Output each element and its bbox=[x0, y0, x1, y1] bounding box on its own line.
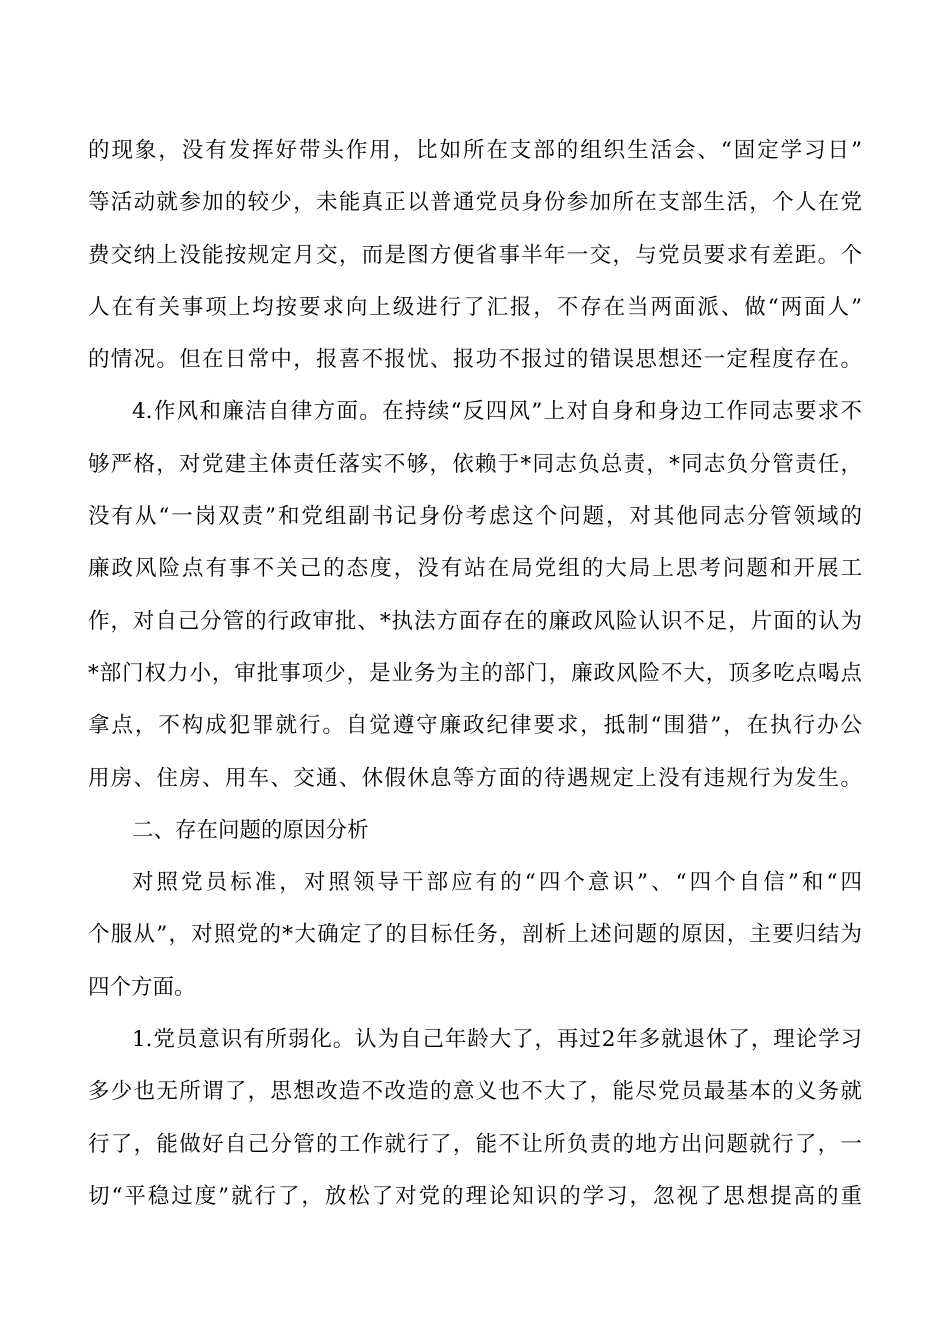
text-line: 1.党员意识有所弱化。认为自己年龄大了，再过2年多就退休了，理论学习 bbox=[132, 1027, 862, 1053]
text-line: 四个方面。 bbox=[88, 974, 196, 1000]
text-line: 等活动就参加的较少，未能真正以普通党员身份参加所在支部生活，个人在党 bbox=[88, 190, 862, 216]
text-line: 的情况。但在日常中，报喜不报忧、报功不报过的错误思想还一定程度存在。 bbox=[88, 347, 862, 373]
text-line: 个服从”，对照党的*大确定了的目标任务，剖析上述问题的原因，主要归结为 bbox=[88, 922, 862, 948]
text-line: 的现象，没有发挥好带头作用，比如所在支部的组织生活会、“固定学习日” bbox=[88, 138, 862, 163]
document-body bbox=[88, 125, 862, 1223]
text-line: 作，对自己分管的行政审批、*执法方面存在的廉政风险认识不足，片面的认为 bbox=[88, 608, 862, 634]
text-line: 够严格，对党建主体责任落实不够，依赖于*同志负总责，*同志负分管责任， bbox=[88, 451, 862, 477]
text-line: 拿点，不构成犯罪就行。自觉遵守廉政纪律要求，抵制“围猎”，在执行办公 bbox=[88, 713, 862, 739]
text-line: *部门权力小，审批事项少，是业务为主的部门，廉政风险不大，顶多吃点喝点 bbox=[88, 660, 862, 686]
text-line: 没有从“一岗双责”和党组副书记身份考虑这个问题，对其他同志分管领域的 bbox=[88, 504, 862, 530]
text-line: 二、存在问题的原因分析 bbox=[132, 817, 369, 843]
text-line: 人在有关事项上均按要求向上级进行了汇报，不存在当两面派、做“两面人” bbox=[88, 294, 862, 320]
text-line: 廉政风险点有事不关己的态度，没有站在局党组的大局上思考问题和开展工 bbox=[88, 556, 862, 582]
text-line: 多少也无所谓了，思想改造不改造的意义也不大了，能尽党员最基本的义务就 bbox=[88, 1079, 862, 1105]
text-line: 用房、住房、用车、交通、休假休息等方面的待遇规定上没有违规行为发生。 bbox=[88, 765, 862, 791]
text-line: 切“平稳过度”就行了，放松了对党的理论知识的学习，忽视了思想提高的重 bbox=[88, 1183, 862, 1209]
text-line: 行了，能做好自己分管的工作就行了，能不让所负责的地方出问题就行了，一 bbox=[88, 1131, 862, 1157]
text-line: 费交纳上没能按规定月交，而是图方便省事半年一交，与党员要求有差距。个 bbox=[88, 242, 862, 268]
text-line: 对照党员标准，对照领导干部应有的“四个意识”、“四个自信”和“四 bbox=[132, 870, 862, 896]
text-line: 4.作风和廉洁自律方面。在持续“反四风”上对自身和身边工作同志要求不 bbox=[132, 399, 862, 425]
